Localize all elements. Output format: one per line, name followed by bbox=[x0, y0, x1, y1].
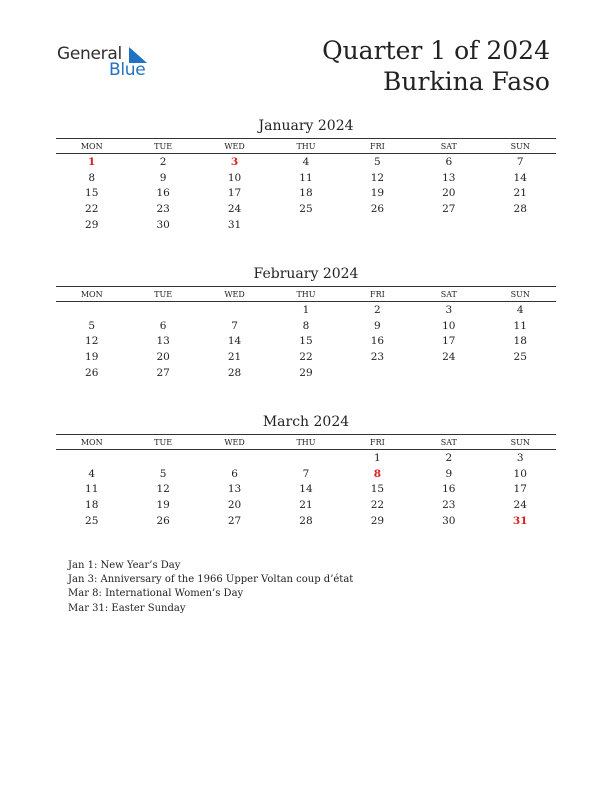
month-february bbox=[56, 265, 556, 381]
day-cell: 21 bbox=[227, 351, 242, 364]
day-cell: 14 bbox=[299, 483, 313, 496]
day-cell: 15 bbox=[299, 335, 313, 348]
day-cell: 3 bbox=[516, 451, 524, 464]
day-cell: 10 bbox=[442, 319, 456, 332]
day-cell: 16 bbox=[156, 187, 170, 200]
weekday-label: TUE bbox=[154, 141, 173, 151]
day-cell: 18 bbox=[299, 187, 313, 200]
day-cell: 16 bbox=[442, 483, 456, 496]
day-cell: 6 bbox=[231, 467, 238, 480]
day-cell: 20 bbox=[442, 187, 456, 200]
day-cell: 14 bbox=[227, 335, 242, 348]
day-cell: 28 bbox=[227, 367, 242, 380]
weekday-label: THU bbox=[296, 437, 316, 447]
day-cell: 20 bbox=[227, 499, 242, 512]
day-cell: 9 bbox=[445, 467, 453, 480]
day-cell: 26 bbox=[85, 367, 99, 380]
holiday-note: Mar 8: International Women’s Day bbox=[68, 588, 244, 600]
week-row bbox=[56, 201, 556, 217]
day-cell: 5 bbox=[159, 467, 167, 480]
day-cell: 15 bbox=[370, 483, 385, 496]
week-row bbox=[56, 365, 556, 381]
country-title: Burkina Faso bbox=[383, 67, 550, 96]
day-cell: 27 bbox=[442, 203, 456, 216]
day-cell: 9 bbox=[374, 319, 381, 332]
week-row bbox=[56, 497, 556, 513]
day-cell: 19 bbox=[156, 499, 170, 512]
weekday-label: MON bbox=[80, 437, 103, 447]
holiday-day-cell: 8 bbox=[373, 467, 382, 480]
day-cell: 21 bbox=[513, 187, 527, 200]
day-cell: 7 bbox=[516, 155, 524, 168]
weekday-label: THU bbox=[296, 289, 316, 299]
day-cell: 25 bbox=[513, 351, 527, 364]
day-cell: 3 bbox=[445, 303, 453, 316]
day-cell: 20 bbox=[156, 351, 170, 364]
weekday-header bbox=[56, 286, 556, 302]
day-cell: 29 bbox=[85, 219, 99, 232]
day-cell: 2 bbox=[374, 303, 381, 316]
day-cell: 13 bbox=[227, 483, 242, 496]
week-row bbox=[56, 186, 556, 202]
page-title bbox=[322, 35, 550, 97]
logo-general-text: General bbox=[57, 44, 122, 64]
week-row bbox=[56, 154, 556, 170]
holiday-day-cell: 3 bbox=[230, 155, 239, 168]
day-cell: 25 bbox=[85, 515, 99, 528]
day-cell: 11 bbox=[299, 171, 313, 184]
week-row bbox=[56, 334, 556, 350]
day-cell: 21 bbox=[299, 499, 313, 512]
day-cell: 24 bbox=[442, 351, 456, 364]
day-cell: 25 bbox=[299, 203, 313, 216]
day-cell: 31 bbox=[227, 219, 242, 232]
weekday-label: WED bbox=[224, 141, 245, 151]
week-row bbox=[56, 450, 556, 466]
day-cell: 18 bbox=[85, 499, 99, 512]
day-cell: 7 bbox=[302, 467, 310, 480]
weekday-label: FRI bbox=[370, 289, 385, 299]
weekday-label: SAT bbox=[440, 141, 457, 151]
holiday-day-cell: 1 bbox=[88, 155, 96, 168]
day-cell: 28 bbox=[513, 203, 527, 216]
day-cell: 4 bbox=[88, 467, 96, 480]
holiday-note: Jan 3: Anniversary of the 1966 Upper Voltan coup d’état bbox=[68, 574, 354, 586]
holiday-note: Mar 31: Easter Sunday bbox=[68, 602, 186, 614]
week-row bbox=[56, 318, 556, 334]
day-cell: 26 bbox=[370, 203, 385, 216]
weekday-label: SAT bbox=[440, 289, 457, 299]
day-cell: 22 bbox=[85, 203, 99, 216]
day-cell: 27 bbox=[156, 367, 170, 380]
day-cell: 14 bbox=[513, 171, 527, 184]
day-cell: 5 bbox=[374, 155, 381, 168]
holiday-day-cell: 31 bbox=[512, 515, 528, 528]
day-cell: 13 bbox=[156, 335, 170, 348]
weekday-label: MON bbox=[80, 141, 103, 151]
day-cell: 17 bbox=[513, 483, 527, 496]
week-row bbox=[56, 466, 556, 482]
day-cell: 7 bbox=[231, 319, 238, 332]
week-row bbox=[56, 349, 556, 365]
day-cell: 28 bbox=[299, 515, 313, 528]
week-row bbox=[56, 302, 556, 318]
day-cell: 10 bbox=[227, 171, 242, 184]
day-cell: 5 bbox=[88, 319, 96, 332]
weekday-label: SUN bbox=[510, 289, 530, 299]
day-cell: 17 bbox=[442, 335, 456, 348]
day-cell: 17 bbox=[227, 187, 242, 200]
day-cell: 23 bbox=[156, 203, 170, 216]
day-cell: 4 bbox=[516, 303, 524, 316]
day-cell: 16 bbox=[370, 335, 385, 348]
month-title: February 2024 bbox=[253, 266, 359, 282]
day-cell: 4 bbox=[302, 155, 310, 168]
month-march bbox=[56, 413, 556, 529]
day-cell: 19 bbox=[85, 351, 99, 364]
weekday-label: FRI bbox=[370, 141, 385, 151]
weekday-label: MON bbox=[80, 289, 103, 299]
day-cell: 1 bbox=[302, 303, 310, 316]
weekday-label: TUE bbox=[154, 289, 173, 299]
week-row bbox=[56, 170, 556, 186]
weekday-header bbox=[56, 434, 556, 450]
month-title: March 2024 bbox=[262, 414, 350, 430]
day-cell: 8 bbox=[302, 319, 310, 332]
weekday-header bbox=[56, 138, 556, 154]
day-cell: 6 bbox=[445, 155, 453, 168]
weekday-label: TUE bbox=[154, 437, 173, 447]
weekday-label: SAT bbox=[440, 437, 457, 447]
day-cell: 22 bbox=[299, 351, 313, 364]
weekday-label: WED bbox=[224, 437, 245, 447]
day-cell: 27 bbox=[227, 515, 242, 528]
day-cell: 8 bbox=[88, 171, 96, 184]
day-cell: 11 bbox=[85, 483, 99, 496]
weekday-label: SUN bbox=[510, 141, 530, 151]
day-cell: 11 bbox=[513, 319, 527, 332]
logo-blue-text: Blue bbox=[109, 60, 146, 80]
day-cell: 24 bbox=[513, 499, 527, 512]
day-cell: 1 bbox=[374, 451, 381, 464]
day-cell: 9 bbox=[159, 171, 167, 184]
weekday-label: WED bbox=[224, 289, 245, 299]
week-row bbox=[56, 482, 556, 498]
general-blue-logo bbox=[57, 44, 157, 84]
day-cell: 30 bbox=[156, 219, 170, 232]
month-january bbox=[56, 117, 556, 233]
week-row bbox=[56, 217, 556, 233]
day-cell: 10 bbox=[513, 467, 527, 480]
day-cell: 6 bbox=[159, 319, 167, 332]
day-cell: 29 bbox=[299, 367, 313, 380]
day-cell: 12 bbox=[85, 335, 99, 348]
weekday-label: SUN bbox=[510, 437, 530, 447]
week-row bbox=[56, 513, 556, 529]
day-cell: 13 bbox=[442, 171, 456, 184]
day-cell: 18 bbox=[513, 335, 527, 348]
day-cell: 29 bbox=[370, 515, 385, 528]
month-title: January 2024 bbox=[258, 118, 354, 134]
weekday-label: FRI bbox=[370, 437, 385, 447]
day-cell: 30 bbox=[442, 515, 456, 528]
day-cell: 12 bbox=[156, 483, 170, 496]
quarter-title: Quarter 1 of 2024 bbox=[322, 36, 550, 65]
day-cell: 26 bbox=[156, 515, 170, 528]
day-cell: 22 bbox=[370, 499, 385, 512]
day-cell: 15 bbox=[85, 187, 99, 200]
day-cell: 23 bbox=[370, 351, 385, 364]
holiday-note: Jan 1: New Year’s Day bbox=[68, 560, 181, 571]
holiday-notes bbox=[68, 559, 353, 616]
day-cell: 12 bbox=[370, 171, 385, 184]
weekday-label: THU bbox=[296, 141, 316, 151]
day-cell: 2 bbox=[159, 155, 167, 168]
day-cell: 24 bbox=[227, 203, 242, 216]
day-cell: 2 bbox=[445, 451, 453, 464]
day-cell: 19 bbox=[370, 187, 385, 200]
day-cell: 23 bbox=[442, 499, 456, 512]
